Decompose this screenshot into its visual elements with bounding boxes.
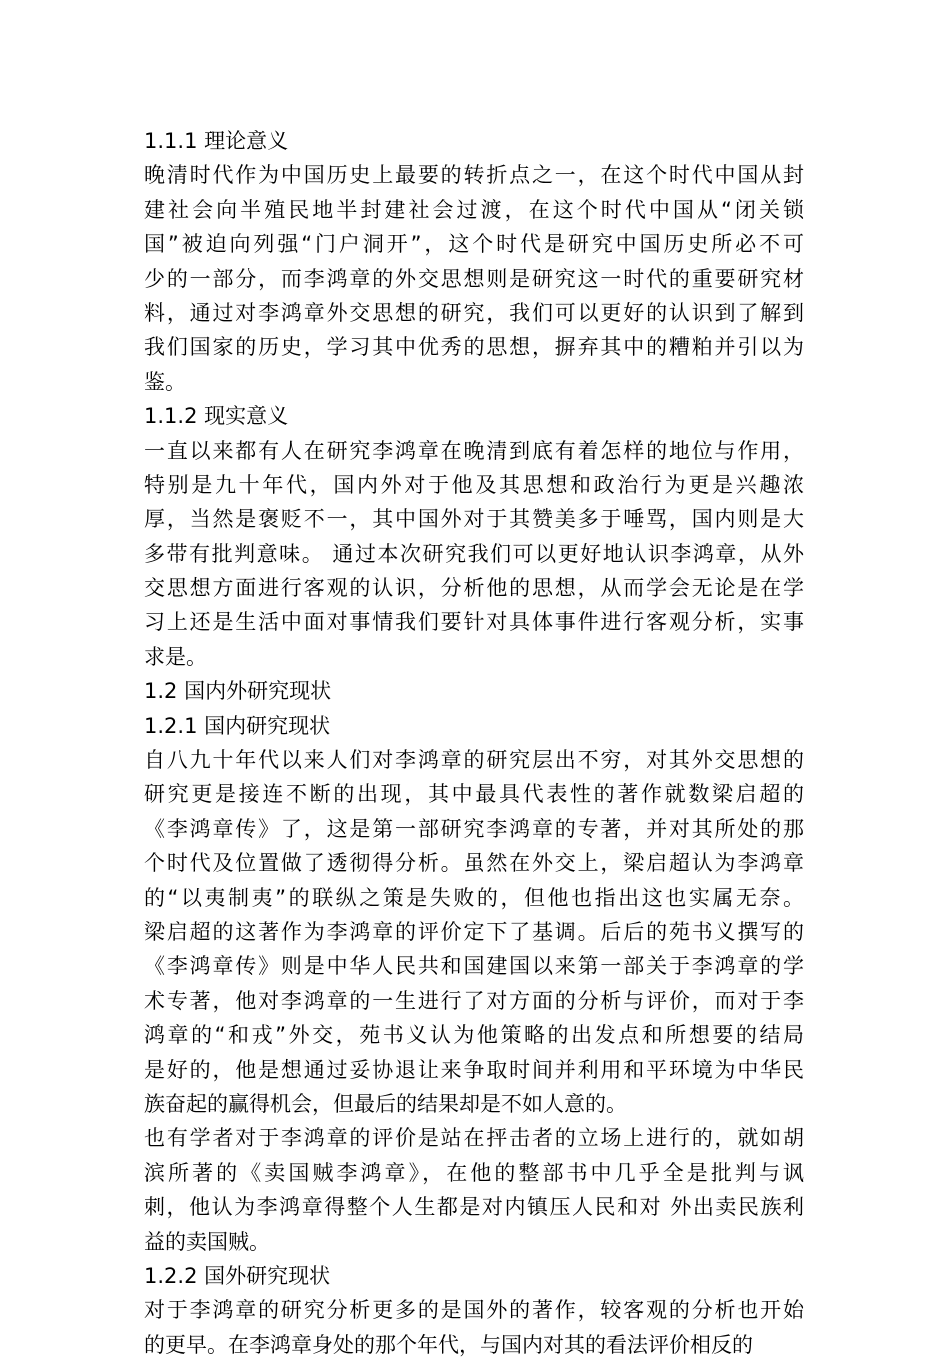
- text-line: 《李鸿章传》了，这是第一部研究李鸿章的专著，并对其所处的那: [144, 816, 804, 841]
- text-line: 少的一部分，而李鸿章的外交思想则是研究这一时代的重要研究材: [144, 266, 804, 291]
- section-heading: 1.2.2 国外研究现状: [144, 1263, 331, 1288]
- text-line: 滨所著的《卖国贼李鸿章》，在他的整部书中几乎全是批判与讽: [144, 1160, 804, 1185]
- text-line: 的更早。在李鸿章身处的那个年代，与国内对其的看法评价相反的: [144, 1332, 753, 1357]
- text-line: 研究更是接连不断的出现，其中最具代表性的著作就数梁启超的: [144, 782, 804, 807]
- text-line: 族奋起的赢得机会，但最后的结果却是不如人意的。: [144, 1091, 627, 1116]
- section-heading: 1.1.1 理论意义: [144, 129, 289, 153]
- text-line: 国”被迫向列强“门户洞开”，这个时代是研究中国历史所必不可: [144, 232, 804, 257]
- section-heading: 1.1.2 现实意义: [144, 404, 289, 429]
- text-line: 术专著，他对李鸿章的一生进行了对方面的分析与评价，而对于李: [144, 988, 804, 1013]
- text-line: 料，通过对李鸿章外交思想的研究，我们可以更好的认识到了解到: [144, 300, 804, 325]
- text-line: 自八九十年代以来人们对李鸿章的研究层出不穷，对其外交思想的: [144, 748, 804, 773]
- text-line: 鸿章的“和戎”外交，苑书义认为他策略的出发点和所想要的结局: [144, 1023, 804, 1048]
- paragraph: [144, 434, 804, 675]
- text-line: 《李鸿章传》则是中华人民共和国建国以来第一部关于李鸿章的学: [144, 954, 804, 979]
- text-line: 的“以夷制夷”的联纵之策是失败的，但他也指出这也实属无奈。: [144, 885, 804, 910]
- text-line: 习上还是生活中面对事情我们要针对具体事件进行客观分析，实事: [144, 610, 804, 635]
- paragraph: [144, 1293, 804, 1362]
- section-heading: 1.2 国内外研究现状: [144, 679, 332, 704]
- text-line: 多带有批判意味。 通过本次研究我们可以更好地认识李鸿章，从外: [144, 541, 804, 566]
- text-line: 益的卖国贼。: [144, 1229, 270, 1254]
- text-line: 我们国家的历史，学习其中优秀的思想，摒弃其中的糟粕并引以为: [144, 335, 804, 360]
- text-line: 特别是九十年代，国内外对于他及其思想和政治行为更是兴趣浓: [144, 472, 804, 497]
- section-heading: 1.2.1 国内研究现状: [144, 713, 331, 738]
- text-line: 个时代及位置做了透彻得分析。虽然在外交上，梁启超认为李鸿章: [144, 851, 804, 876]
- text-line: 鉴。: [144, 369, 186, 394]
- text-line: 晚清时代作为中国历史上最要的转折点之一，在这个时代中国从封: [144, 163, 804, 188]
- text-line: 梁启超的这著作为李鸿章的评价定下了基调。后后的苑书义撰写的: [144, 919, 804, 944]
- paragraph: [144, 1121, 804, 1259]
- text-line: 对于李鸿章的研究分析更多的是国外的著作，较客观的分析也开始: [144, 1298, 804, 1323]
- paragraph: [144, 743, 804, 1121]
- text-line: 一直以来都有人在研究李鸿章在晚清到底有着怎样的地位与作用，: [144, 438, 804, 463]
- paragraph: [144, 158, 804, 399]
- text-line: 求是。: [144, 644, 207, 669]
- text-line: 是好的，他是想通过妥协退让来争取时间并利用和平环境为中华民: [144, 1057, 804, 1082]
- text-line: 刺，他认为李鸿章得整个人生都是对内镇压人民和对 外出卖民族利: [144, 1195, 804, 1220]
- text-line: 厚，当然是褒贬不一，其中国外对于其赞美多于唾骂，国内则是大: [144, 507, 804, 532]
- text-line: 建社会向半殖民地半封建社会过渡，在这个时代中国从“闭关锁: [144, 197, 804, 222]
- text-line: 也有学者对于李鸿章的评价是站在抨击者的立场上进行的，就如胡: [144, 1126, 804, 1151]
- document-page: [144, 124, 804, 1362]
- text-line: 交思想方面进行客观的认识，分析他的思想，从而学会无论是在学: [144, 576, 804, 601]
